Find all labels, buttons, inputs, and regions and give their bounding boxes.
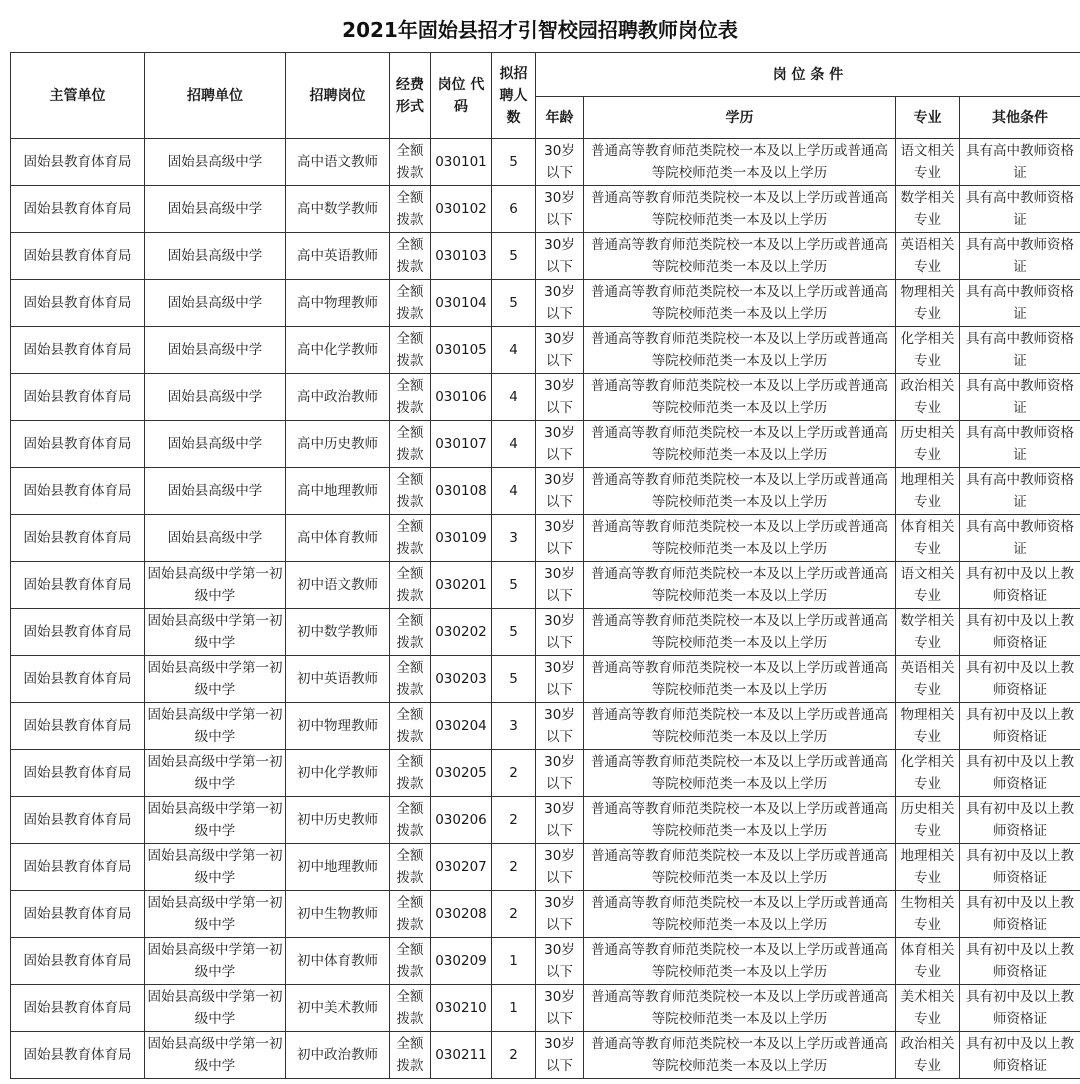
cell-other: 具有高中教师资格证 [960,233,1080,280]
cell-dept: 固始县教育体育局 [11,233,145,280]
cell-education: 普通高等教育师范类院校一本及以上学历或普通高等院校师范类一本及以上学历 [584,985,896,1032]
cell-code: 030207 [431,844,492,891]
cell-age: 30岁以下 [536,750,584,797]
cell-other: 具有高中教师资格证 [960,468,1080,515]
cell-age: 30岁以下 [536,421,584,468]
cell-count: 2 [492,750,536,797]
cell-other: 具有初中及以上教师资格证 [960,938,1080,985]
header-age: 年龄 [536,97,584,139]
cell-post: 初中数学教师 [286,609,390,656]
cell-education: 普通高等教育师范类院校一本及以上学历或普通高等院校师范类一本及以上学历 [584,421,896,468]
cell-unit: 固始县高级中学第一初级中学 [145,1032,286,1079]
cell-post: 高中数学教师 [286,186,390,233]
cell-unit: 固始县高级中学 [145,139,286,186]
cell-post: 高中地理教师 [286,468,390,515]
cell-education: 普通高等教育师范类院校一本及以上学历或普通高等院校师范类一本及以上学历 [584,515,896,562]
cell-major: 物理相关专业 [896,703,960,750]
cell-post: 初中历史教师 [286,797,390,844]
cell-major: 地理相关专业 [896,844,960,891]
cell-other: 具有初中及以上教师资格证 [960,1032,1080,1079]
cell-age: 30岁以下 [536,374,584,421]
cell-count: 2 [492,1032,536,1079]
table-row [11,891,1080,938]
cell-other: 具有高中教师资格证 [960,139,1080,186]
header-major: 专业 [896,97,960,139]
table-row [11,703,1080,750]
table-row [11,233,1080,280]
cell-other: 具有初中及以上教师资格证 [960,703,1080,750]
cell-unit: 固始县高级中学 [145,233,286,280]
cell-other: 具有初中及以上教师资格证 [960,656,1080,703]
cell-other: 具有初中及以上教师资格证 [960,891,1080,938]
cell-funding: 全额拨款 [390,186,431,233]
table-row [11,186,1080,233]
cell-funding: 全额拨款 [390,233,431,280]
cell-other: 具有高中教师资格证 [960,327,1080,374]
cell-count: 4 [492,327,536,374]
cell-dept: 固始县教育体育局 [11,797,145,844]
cell-dept: 固始县教育体育局 [11,844,145,891]
cell-major: 数学相关专业 [896,186,960,233]
cell-education: 普通高等教育师范类院校一本及以上学历或普通高等院校师范类一本及以上学历 [584,609,896,656]
cell-unit: 固始县高级中学 [145,327,286,374]
cell-major: 地理相关专业 [896,468,960,515]
cell-education: 普通高等教育师范类院校一本及以上学历或普通高等院校师范类一本及以上学历 [584,374,896,421]
cell-code: 030208 [431,891,492,938]
cell-post: 高中政治教师 [286,374,390,421]
cell-major: 历史相关专业 [896,421,960,468]
cell-other: 具有高中教师资格证 [960,421,1080,468]
cell-major: 语文相关专业 [896,562,960,609]
cell-count: 6 [492,186,536,233]
table-row [11,609,1080,656]
cell-age: 30岁以下 [536,891,584,938]
cell-dept: 固始县教育体育局 [11,703,145,750]
cell-education: 普通高等教育师范类院校一本及以上学历或普通高等院校师范类一本及以上学历 [584,656,896,703]
cell-other: 具有高中教师资格证 [960,186,1080,233]
cell-count: 5 [492,233,536,280]
cell-dept: 固始县教育体育局 [11,750,145,797]
cell-count: 5 [492,139,536,186]
cell-education: 普通高等教育师范类院校一本及以上学历或普通高等院校师范类一本及以上学历 [584,938,896,985]
cell-code: 030203 [431,656,492,703]
cell-education: 普通高等教育师范类院校一本及以上学历或普通高等院校师范类一本及以上学历 [584,844,896,891]
table-row [11,938,1080,985]
cell-education: 普通高等教育师范类院校一本及以上学历或普通高等院校师范类一本及以上学历 [584,468,896,515]
cell-other: 具有初中及以上教师资格证 [960,609,1080,656]
cell-other: 具有初中及以上教师资格证 [960,985,1080,1032]
cell-code: 030204 [431,703,492,750]
cell-dept: 固始县教育体育局 [11,891,145,938]
cell-dept: 固始县教育体育局 [11,327,145,374]
cell-major: 化学相关专业 [896,327,960,374]
cell-count: 5 [492,609,536,656]
cell-funding: 全额拨款 [390,656,431,703]
cell-post: 高中化学教师 [286,327,390,374]
cell-count: 2 [492,891,536,938]
cell-funding: 全额拨款 [390,421,431,468]
table-row [11,327,1080,374]
cell-code: 030104 [431,280,492,327]
cell-major: 历史相关专业 [896,797,960,844]
cell-dept: 固始县教育体育局 [11,985,145,1032]
cell-unit: 固始县高级中学第一初级中学 [145,938,286,985]
cell-unit: 固始县高级中学第一初级中学 [145,562,286,609]
cell-other: 具有初中及以上教师资格证 [960,797,1080,844]
cell-major: 英语相关专业 [896,656,960,703]
cell-dept: 固始县教育体育局 [11,1032,145,1079]
cell-code: 030206 [431,797,492,844]
cell-age: 30岁以下 [536,985,584,1032]
cell-funding: 全额拨款 [390,844,431,891]
cell-code: 030211 [431,1032,492,1079]
cell-count: 5 [492,656,536,703]
cell-unit: 固始县高级中学 [145,186,286,233]
cell-code: 030202 [431,609,492,656]
table-row [11,515,1080,562]
cell-age: 30岁以下 [536,186,584,233]
cell-funding: 全额拨款 [390,139,431,186]
page-title: 2021年固始县招才引智校园招聘教师岗位表 [342,18,738,42]
cell-age: 30岁以下 [536,609,584,656]
cell-count: 5 [492,280,536,327]
cell-post: 初中地理教师 [286,844,390,891]
cell-major: 物理相关专业 [896,280,960,327]
cell-education: 普通高等教育师范类院校一本及以上学历或普通高等院校师范类一本及以上学历 [584,703,896,750]
table-row [11,656,1080,703]
cell-post: 初中物理教师 [286,703,390,750]
cell-unit: 固始县高级中学 [145,421,286,468]
cell-age: 30岁以下 [536,280,584,327]
cell-unit: 固始县高级中学 [145,515,286,562]
cell-unit: 固始县高级中学第一初级中学 [145,656,286,703]
cell-post: 高中语文教师 [286,139,390,186]
table-row [11,985,1080,1032]
cell-code: 030102 [431,186,492,233]
table-row [11,844,1080,891]
cell-major: 政治相关专业 [896,1032,960,1079]
cell-funding: 全额拨款 [390,374,431,421]
cell-code: 030108 [431,468,492,515]
cell-count: 3 [492,703,536,750]
cell-code: 030107 [431,421,492,468]
cell-unit: 固始县高级中学第一初级中学 [145,609,286,656]
cell-major: 政治相关专业 [896,374,960,421]
header-other: 其他条件 [960,97,1080,139]
cell-dept: 固始县教育体育局 [11,186,145,233]
cell-dept: 固始县教育体育局 [11,562,145,609]
recruitment-table [10,52,1080,1079]
cell-code: 030210 [431,985,492,1032]
cell-post: 初中英语教师 [286,656,390,703]
header-funding: 经费形式 [390,53,431,139]
cell-other: 具有初中及以上教师资格证 [960,750,1080,797]
cell-age: 30岁以下 [536,844,584,891]
cell-education: 普通高等教育师范类院校一本及以上学历或普通高等院校师范类一本及以上学历 [584,750,896,797]
header-unit: 招聘单位 [145,53,286,139]
cell-code: 030209 [431,938,492,985]
cell-funding: 全额拨款 [390,891,431,938]
cell-other: 具有高中教师资格证 [960,374,1080,421]
cell-age: 30岁以下 [536,938,584,985]
cell-count: 5 [492,562,536,609]
cell-education: 普通高等教育师范类院校一本及以上学历或普通高等院校师范类一本及以上学历 [584,327,896,374]
table-row [11,421,1080,468]
cell-code: 030205 [431,750,492,797]
cell-education: 普通高等教育师范类院校一本及以上学历或普通高等院校师范类一本及以上学历 [584,233,896,280]
cell-post: 高中历史教师 [286,421,390,468]
table-header [11,53,1080,139]
cell-post: 初中化学教师 [286,750,390,797]
cell-age: 30岁以下 [536,1032,584,1079]
cell-major: 英语相关专业 [896,233,960,280]
cell-funding: 全额拨款 [390,703,431,750]
table-row [11,562,1080,609]
cell-unit: 固始县高级中学第一初级中学 [145,844,286,891]
cell-major: 生物相关专业 [896,891,960,938]
header-dept: 主管单位 [11,53,145,139]
cell-unit: 固始县高级中学第一初级中学 [145,703,286,750]
table-body [11,139,1080,1079]
cell-funding: 全额拨款 [390,797,431,844]
cell-count: 4 [492,468,536,515]
cell-code: 030106 [431,374,492,421]
cell-other: 具有高中教师资格证 [960,280,1080,327]
cell-funding: 全额拨款 [390,515,431,562]
cell-funding: 全额拨款 [390,327,431,374]
header-education: 学历 [584,97,896,139]
cell-funding: 全额拨款 [390,750,431,797]
cell-unit: 固始县高级中学 [145,468,286,515]
cell-age: 30岁以下 [536,515,584,562]
header-post: 招聘岗位 [286,53,390,139]
header-code: 岗位 代码 [431,53,492,139]
cell-funding: 全额拨款 [390,1032,431,1079]
cell-code: 030101 [431,139,492,186]
cell-count: 4 [492,421,536,468]
cell-major: 语文相关专业 [896,139,960,186]
cell-code: 030109 [431,515,492,562]
header-count: 拟招聘人数 [492,53,536,139]
cell-funding: 全额拨款 [390,280,431,327]
cell-age: 30岁以下 [536,139,584,186]
cell-other: 具有高中教师资格证 [960,515,1080,562]
cell-count: 4 [492,374,536,421]
cell-count: 1 [492,985,536,1032]
cell-unit: 固始县高级中学第一初级中学 [145,891,286,938]
cell-funding: 全额拨款 [390,468,431,515]
cell-post: 高中英语教师 [286,233,390,280]
cell-count: 2 [492,797,536,844]
cell-funding: 全额拨款 [390,985,431,1032]
cell-post: 高中体育教师 [286,515,390,562]
cell-education: 普通高等教育师范类院校一本及以上学历或普通高等院校师范类一本及以上学历 [584,1032,896,1079]
cell-other: 具有初中及以上教师资格证 [960,844,1080,891]
cell-funding: 全额拨款 [390,562,431,609]
cell-education: 普通高等教育师范类院校一本及以上学历或普通高等院校师范类一本及以上学历 [584,186,896,233]
cell-age: 30岁以下 [536,656,584,703]
cell-code: 030201 [431,562,492,609]
cell-education: 普通高等教育师范类院校一本及以上学历或普通高等院校师范类一本及以上学历 [584,797,896,844]
table-row [11,1032,1080,1079]
table-row [11,139,1080,186]
cell-dept: 固始县教育体育局 [11,374,145,421]
cell-major: 数学相关专业 [896,609,960,656]
cell-post: 初中美术教师 [286,985,390,1032]
cell-funding: 全额拨款 [390,938,431,985]
cell-major: 体育相关专业 [896,515,960,562]
cell-education: 普通高等教育师范类院校一本及以上学历或普通高等院校师范类一本及以上学历 [584,280,896,327]
header-conditions: 岗 位 条 件 [536,53,1080,97]
cell-major: 体育相关专业 [896,938,960,985]
cell-other: 具有初中及以上教师资格证 [960,562,1080,609]
table-row [11,468,1080,515]
cell-post: 初中语文教师 [286,562,390,609]
cell-age: 30岁以下 [536,562,584,609]
cell-count: 1 [492,938,536,985]
cell-count: 2 [492,844,536,891]
cell-dept: 固始县教育体育局 [11,938,145,985]
cell-dept: 固始县教育体育局 [11,139,145,186]
cell-education: 普通高等教育师范类院校一本及以上学历或普通高等院校师范类一本及以上学历 [584,891,896,938]
cell-funding: 全额拨款 [390,609,431,656]
cell-age: 30岁以下 [536,233,584,280]
cell-unit: 固始县高级中学 [145,374,286,421]
cell-age: 30岁以下 [536,468,584,515]
cell-unit: 固始县高级中学 [145,280,286,327]
cell-age: 30岁以下 [536,327,584,374]
cell-code: 030103 [431,233,492,280]
cell-unit: 固始县高级中学第一初级中学 [145,985,286,1032]
table-row [11,750,1080,797]
cell-age: 30岁以下 [536,797,584,844]
cell-count: 3 [492,515,536,562]
cell-post: 高中物理教师 [286,280,390,327]
cell-post: 初中体育教师 [286,938,390,985]
cell-major: 化学相关专业 [896,750,960,797]
cell-code: 030105 [431,327,492,374]
cell-post: 初中政治教师 [286,1032,390,1079]
cell-unit: 固始县高级中学第一初级中学 [145,797,286,844]
cell-post: 初中生物教师 [286,891,390,938]
table-row [11,797,1080,844]
cell-unit: 固始县高级中学第一初级中学 [145,750,286,797]
cell-dept: 固始县教育体育局 [11,609,145,656]
cell-education: 普通高等教育师范类院校一本及以上学历或普通高等院校师范类一本及以上学历 [584,562,896,609]
cell-dept: 固始县教育体育局 [11,656,145,703]
cell-dept: 固始县教育体育局 [11,421,145,468]
table-row [11,280,1080,327]
cell-dept: 固始县教育体育局 [11,280,145,327]
cell-age: 30岁以下 [536,703,584,750]
table-row [11,374,1080,421]
cell-dept: 固始县教育体育局 [11,515,145,562]
cell-dept: 固始县教育体育局 [11,468,145,515]
cell-major: 美术相关专业 [896,985,960,1032]
cell-education: 普通高等教育师范类院校一本及以上学历或普通高等院校师范类一本及以上学历 [584,139,896,186]
